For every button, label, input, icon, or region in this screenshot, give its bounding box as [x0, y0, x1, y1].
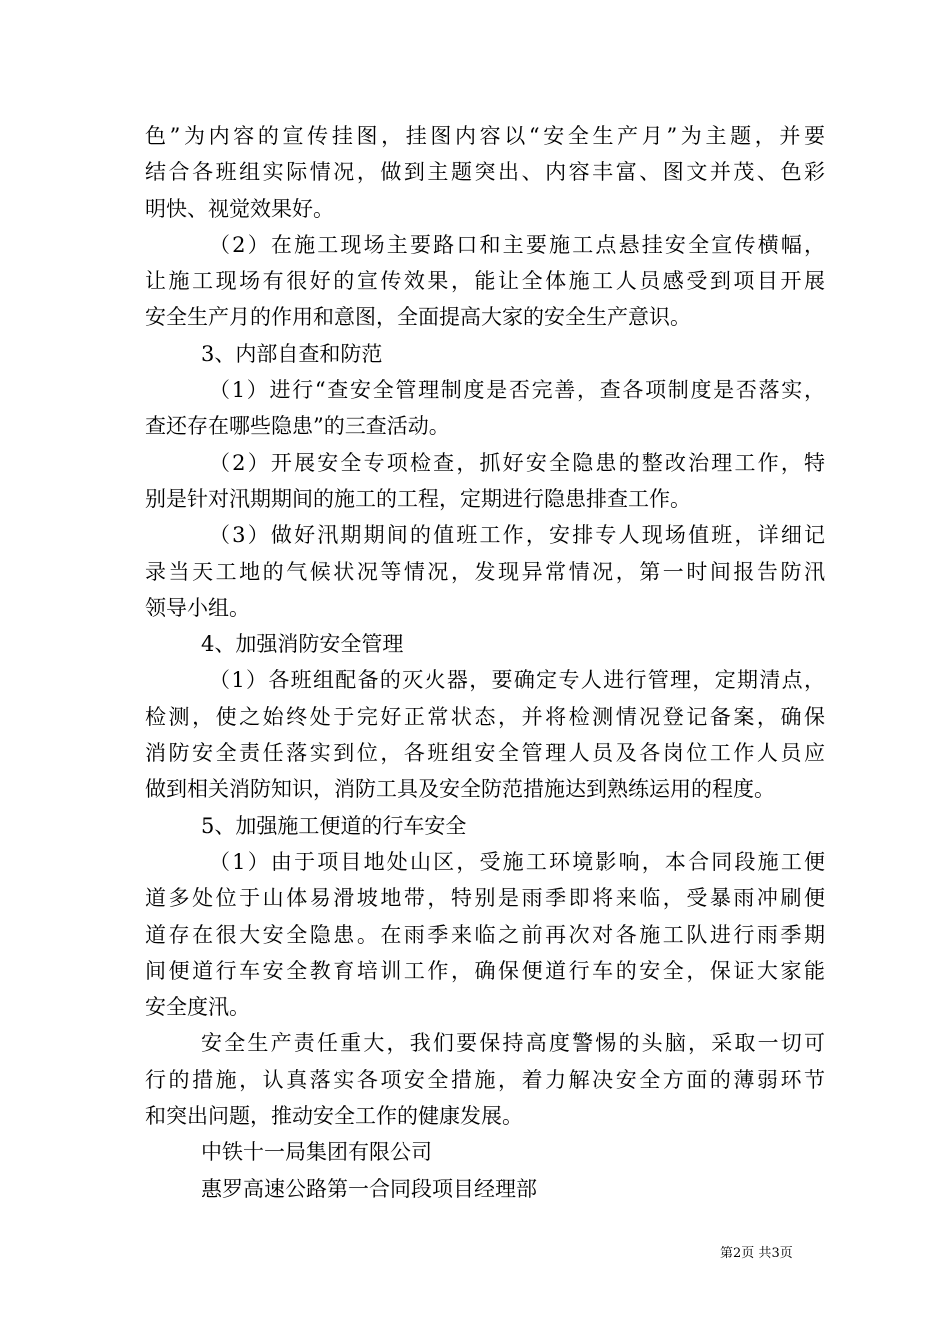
paragraph-line: （2）在施工现场主要路口和主要施工点悬挂安全宣传横幅， — [209, 232, 825, 257]
paragraph-line: 做到相关消防知识，消防工具及安全防范措施达到熟练运用的程度。 — [145, 777, 775, 802]
paragraph-line: （2）开展安全专项检查，抓好安全隐患的整改治理工作，特 — [209, 450, 825, 475]
paragraph-line: 明快、视觉效果好。 — [145, 196, 334, 221]
paragraph-line: （1）进行“查安全管理制度是否完善，查各项制度是否落实， — [209, 378, 825, 403]
paragraph-line: 检测，使之始终处于完好正常状态，并将检测情况登记备案，确保 — [145, 704, 825, 729]
paragraph-line: （1）由于项目地处山区，受施工环境影响，本合同段施工便 — [209, 849, 825, 874]
paragraph-line: 行的措施，认真落实各项安全措施，着力解决安全方面的薄弱环节 — [145, 1067, 825, 1092]
paragraph-line: （1）各班组配备的灭火器，要确定专人进行管理，定期清点， — [209, 668, 825, 693]
paragraph-line: 查还存在哪些隐患”的三查活动。 — [145, 414, 450, 439]
section-heading: 5、加强施工便道的行车安全 — [201, 813, 467, 838]
paragraph-line: 和突出问题，推动安全工作的健康发展。 — [145, 1104, 523, 1129]
paragraph-line: 色”为内容的宣传挂图，挂图内容以“安全生产月”为主题，并要 — [145, 124, 825, 148]
paragraph-line: 录当天工地的气候状况等情况，发现异常情况，第一时间报告防汛 — [145, 559, 825, 584]
section-heading: 3、内部自查和防范 — [201, 341, 383, 366]
paragraph-line: 道多处位于山体易滑坡地带，特别是雨季即将来临，受暴雨冲刷便 — [145, 886, 825, 911]
paragraph-line: 别是针对汛期期间的施工的工程，定期进行隐患排查工作。 — [145, 486, 691, 511]
paragraph-line: 让施工现场有很好的宣传效果，能让全体施工人员感受到项目开展 — [145, 269, 825, 294]
signature-organization: 中铁十一局集团有限公司 — [201, 1140, 432, 1165]
page-number: 第2页 共3页 — [720, 1246, 793, 1261]
signature-department: 惠罗高速公路第一合同段项目经理部 — [201, 1176, 537, 1201]
paragraph-line: 消防安全责任落实到位，各班组安全管理人员及各岗位工作人员应 — [145, 741, 825, 766]
paragraph-line: 领导小组。 — [145, 595, 250, 620]
paragraph-line: （3）做好汛期期间的值班工作，安排专人现场值班，详细记 — [209, 523, 825, 548]
document-body — [145, 118, 825, 1207]
paragraph-line: 安全度汛。 — [145, 995, 250, 1020]
section-heading: 4、加强消防安全管理 — [201, 632, 404, 657]
paragraph-line: 道存在很大安全隐患。在雨季来临之前再次对各施工队进行雨季期 — [145, 922, 825, 947]
paragraph-line: 结合各班组实际情况，做到主题突出、内容丰富、图文并茂、色彩 — [145, 160, 825, 185]
paragraph-line: 间便道行车安全教育培训工作，确保便道行车的安全，保证大家能 — [145, 958, 825, 983]
paragraph-line: 安全生产月的作用和意图，全面提高大家的安全生产意识。 — [145, 305, 691, 330]
paragraph-line: 安全生产责任重大，我们要保持高度警惕的头脑，采取一切可 — [201, 1031, 825, 1056]
